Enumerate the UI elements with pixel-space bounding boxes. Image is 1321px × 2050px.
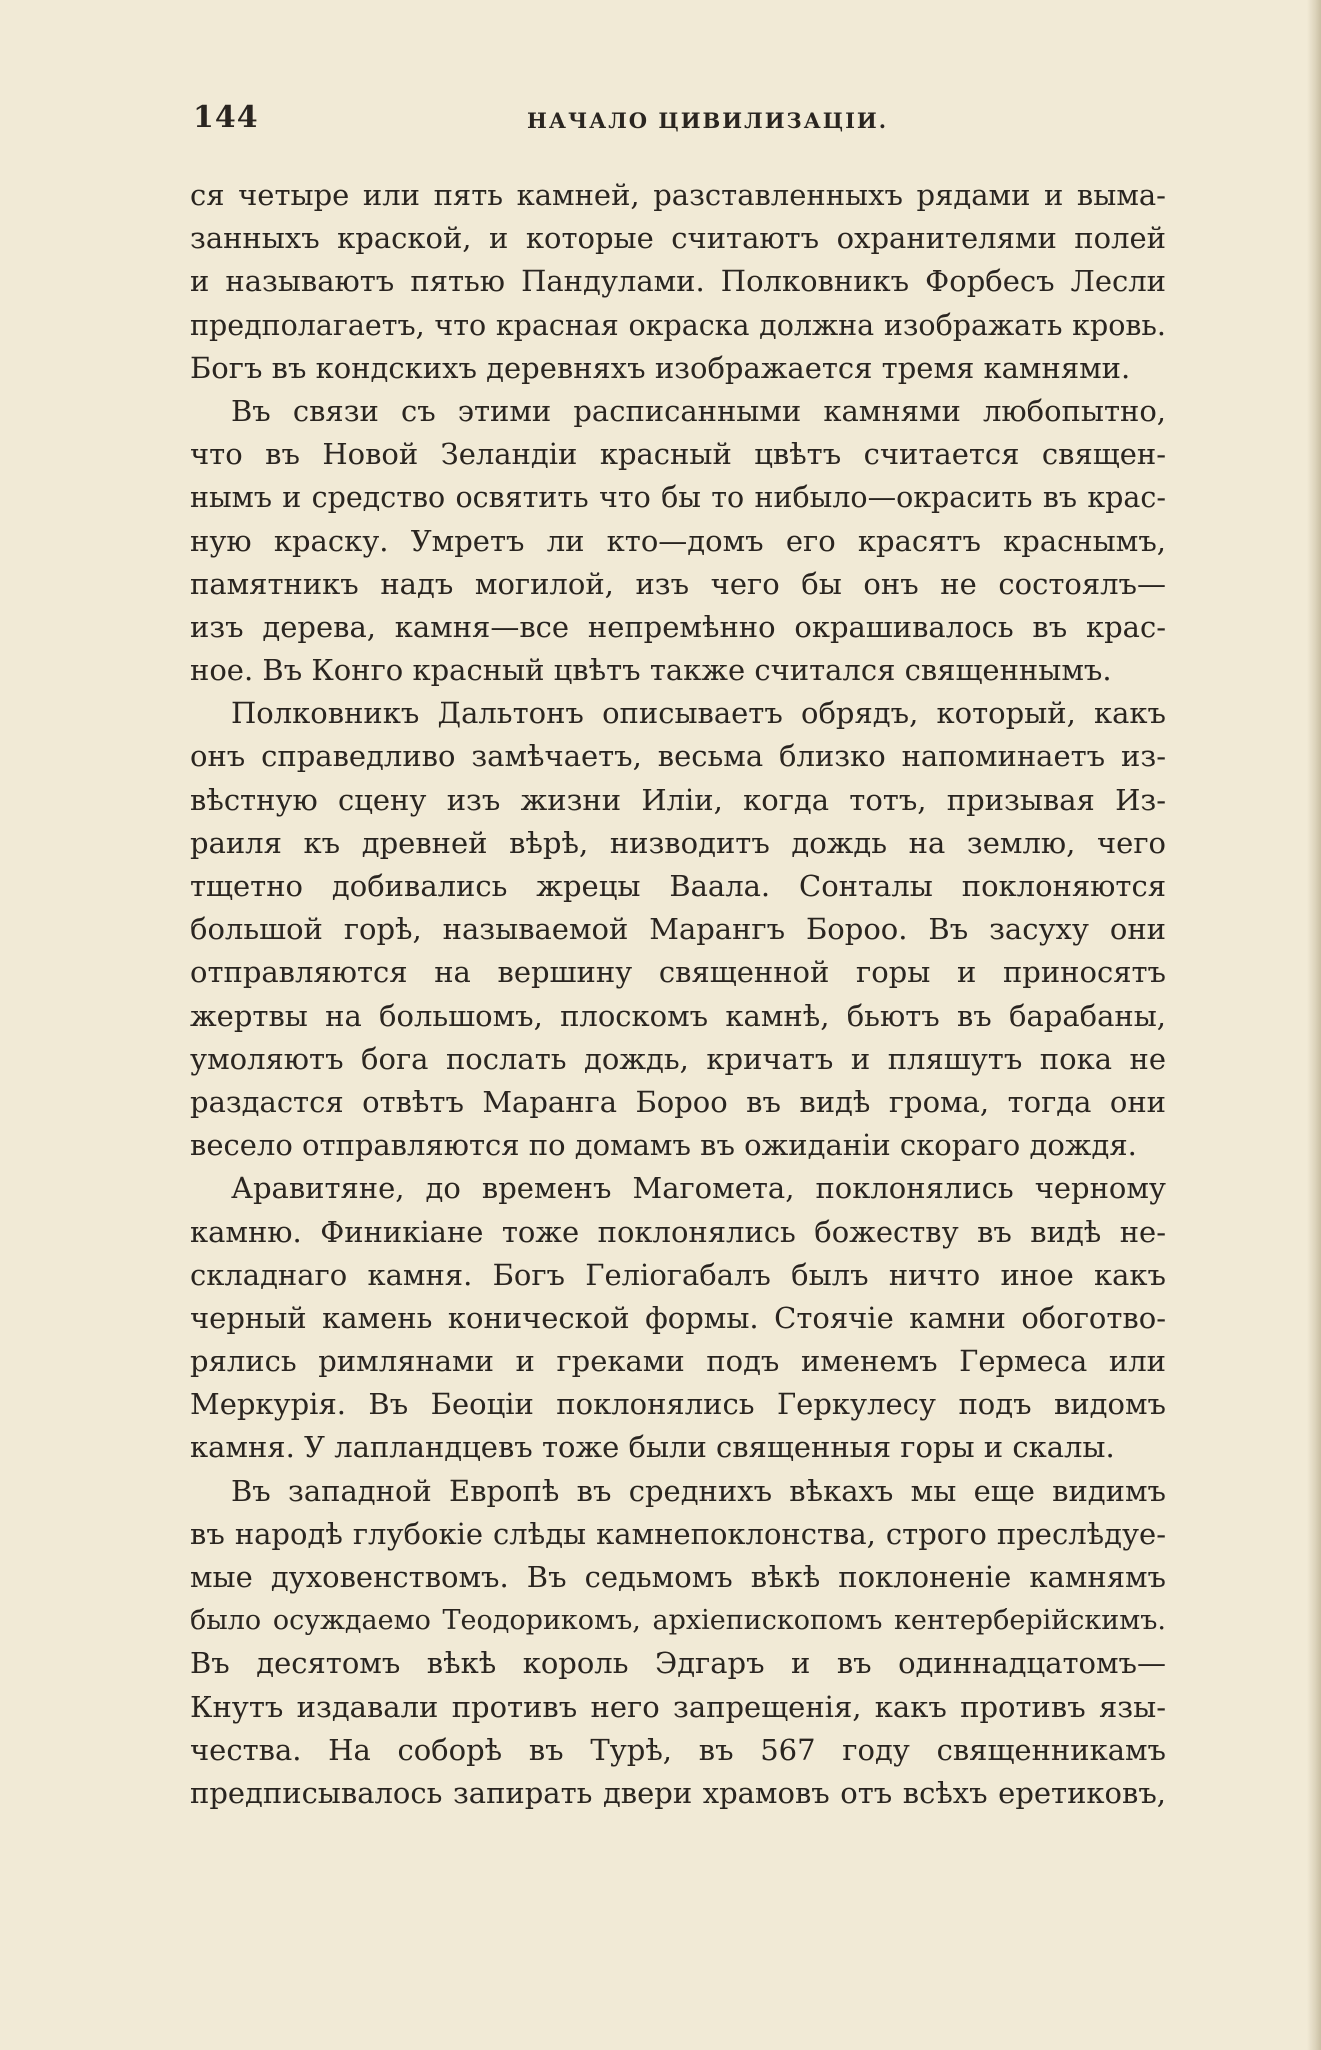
- text-line: изъ дерева, камня—все непремѣнно окрашивалось въ крас-: [190, 609, 1166, 644]
- running-title: НАЧАЛО ЦИВИЛИЗАЦІИ.: [527, 108, 889, 133]
- text-line: Богъ въ кондскихъ деревняхъ изображается тремя камнями.: [190, 350, 1131, 385]
- text-line: онъ справедливо замѣчаетъ, весьма близко напоминаетъ из-: [190, 739, 1166, 774]
- text-line: Въ западной Европѣ въ среднихъ вѣкахъ мы еще видимъ: [231, 1473, 1166, 1508]
- text-line: рялись римлянами и греками подъ именемъ Гермеса или: [190, 1344, 1166, 1379]
- page-edge: [1307, 0, 1321, 2050]
- text-line: предписывалось запирать двери храмовъ отъ всѣхъ еретиковъ,: [190, 1775, 1166, 1810]
- text-line: Аравитяне, до временъ Магомета, поклонялись черному: [231, 1171, 1166, 1206]
- body-text: [190, 174, 1166, 1815]
- text-line: большой горѣ, называемой Марангъ Бороо. Въ засуху они: [190, 912, 1166, 947]
- text-line: камня. У лапландцевъ тоже были священныя горы и скалы.: [190, 1430, 1115, 1465]
- text-line: черный камень конической формы. Стоячіе камни обоготво-: [190, 1300, 1166, 1335]
- text-line: Полковникъ Дальтонъ описываетъ обрядъ, который, какъ: [231, 696, 1166, 731]
- page-number: 144: [193, 100, 259, 135]
- page-header: [190, 100, 1190, 140]
- text-line: раиля къ древней вѣрѣ, низводитъ дождь на землю, чего: [190, 825, 1166, 860]
- text-line: весело отправляются по домамъ въ ожиданіи скораго дождя.: [190, 1128, 1137, 1163]
- text-line: въ народѣ глубокіе слѣды камнепоклонства, строго преслѣдуе-: [190, 1516, 1166, 1551]
- text-line: что въ Новой Зеландіи красный цвѣтъ считается священ-: [190, 437, 1166, 472]
- text-line: и называютъ пятью Пандулами. Полковникъ Форбесъ Лесли: [190, 264, 1166, 299]
- text-line: мые духовенствомъ. Въ седьмомъ вѣкѣ поклоненіе камнямъ: [190, 1560, 1166, 1594]
- text-line: вѣстную сцену изъ жизни Иліи, когда тотъ, призывая Из-: [190, 782, 1166, 817]
- text-line: памятникъ надъ могилой, изъ чего бы онъ не состоялъ—: [190, 566, 1166, 601]
- text-line: камню. Финикіане тоже поклонялись божеству въ видѣ не-: [190, 1214, 1166, 1249]
- text-line: ное. Въ Конго красный цвѣтъ также считался священнымъ.: [190, 653, 1112, 688]
- text-line: Меркурія. Въ Беоціи поклонялись Геркулесу подъ видомъ: [190, 1387, 1166, 1422]
- text-line: Въ связи съ этими расписанными камнями любопытно,: [231, 393, 1166, 428]
- text-line: нымъ и средство освятить что бы то нибыло—окрасить въ крас-: [190, 481, 1166, 515]
- text-line: отправляются на вершину священной горы и приносятъ: [190, 955, 1166, 990]
- text-line: Кнутъ издавали противъ него запрещенія, какъ противъ язы-: [190, 1689, 1166, 1724]
- text-line: Въ десятомъ вѣкѣ король Эдгаръ и въ одиннадцатомъ—: [190, 1646, 1166, 1681]
- text-line: складнаго камня. Богъ Геліогабалъ былъ ничто иное какъ: [190, 1257, 1166, 1292]
- text-line: жертвы на большомъ, плоскомъ камнѣ, бьютъ въ барабаны,: [190, 998, 1166, 1033]
- text-line: тщетно добивались жрецы Ваала. Сонталы поклоняются: [190, 869, 1166, 903]
- text-line: предполагаетъ, что красная окраска должна изображать кровь.: [190, 308, 1166, 342]
- text-line: раздастся отвѣтъ Маранга Бороо въ видѣ грома, тогда они: [190, 1084, 1166, 1119]
- text-line: ся четыре или пять камней, разставленныхъ рядами и выма-: [190, 178, 1166, 212]
- text-line: чества. На соборѣ въ Турѣ, въ 567 году священникамъ: [190, 1732, 1166, 1767]
- text-line: было осуждаемо Теодорикомъ, архіепископомъ кентерберійскимъ.: [190, 1605, 1166, 1637]
- text-line: занныхъ краской, и которые считаютъ охранителями полей: [190, 221, 1166, 256]
- text-line: умоляютъ бога послать дождь, кричатъ и пляшутъ пока не: [190, 1041, 1166, 1076]
- text-line: ную краску. Умретъ ли кто—домъ его красятъ краснымъ,: [190, 523, 1166, 558]
